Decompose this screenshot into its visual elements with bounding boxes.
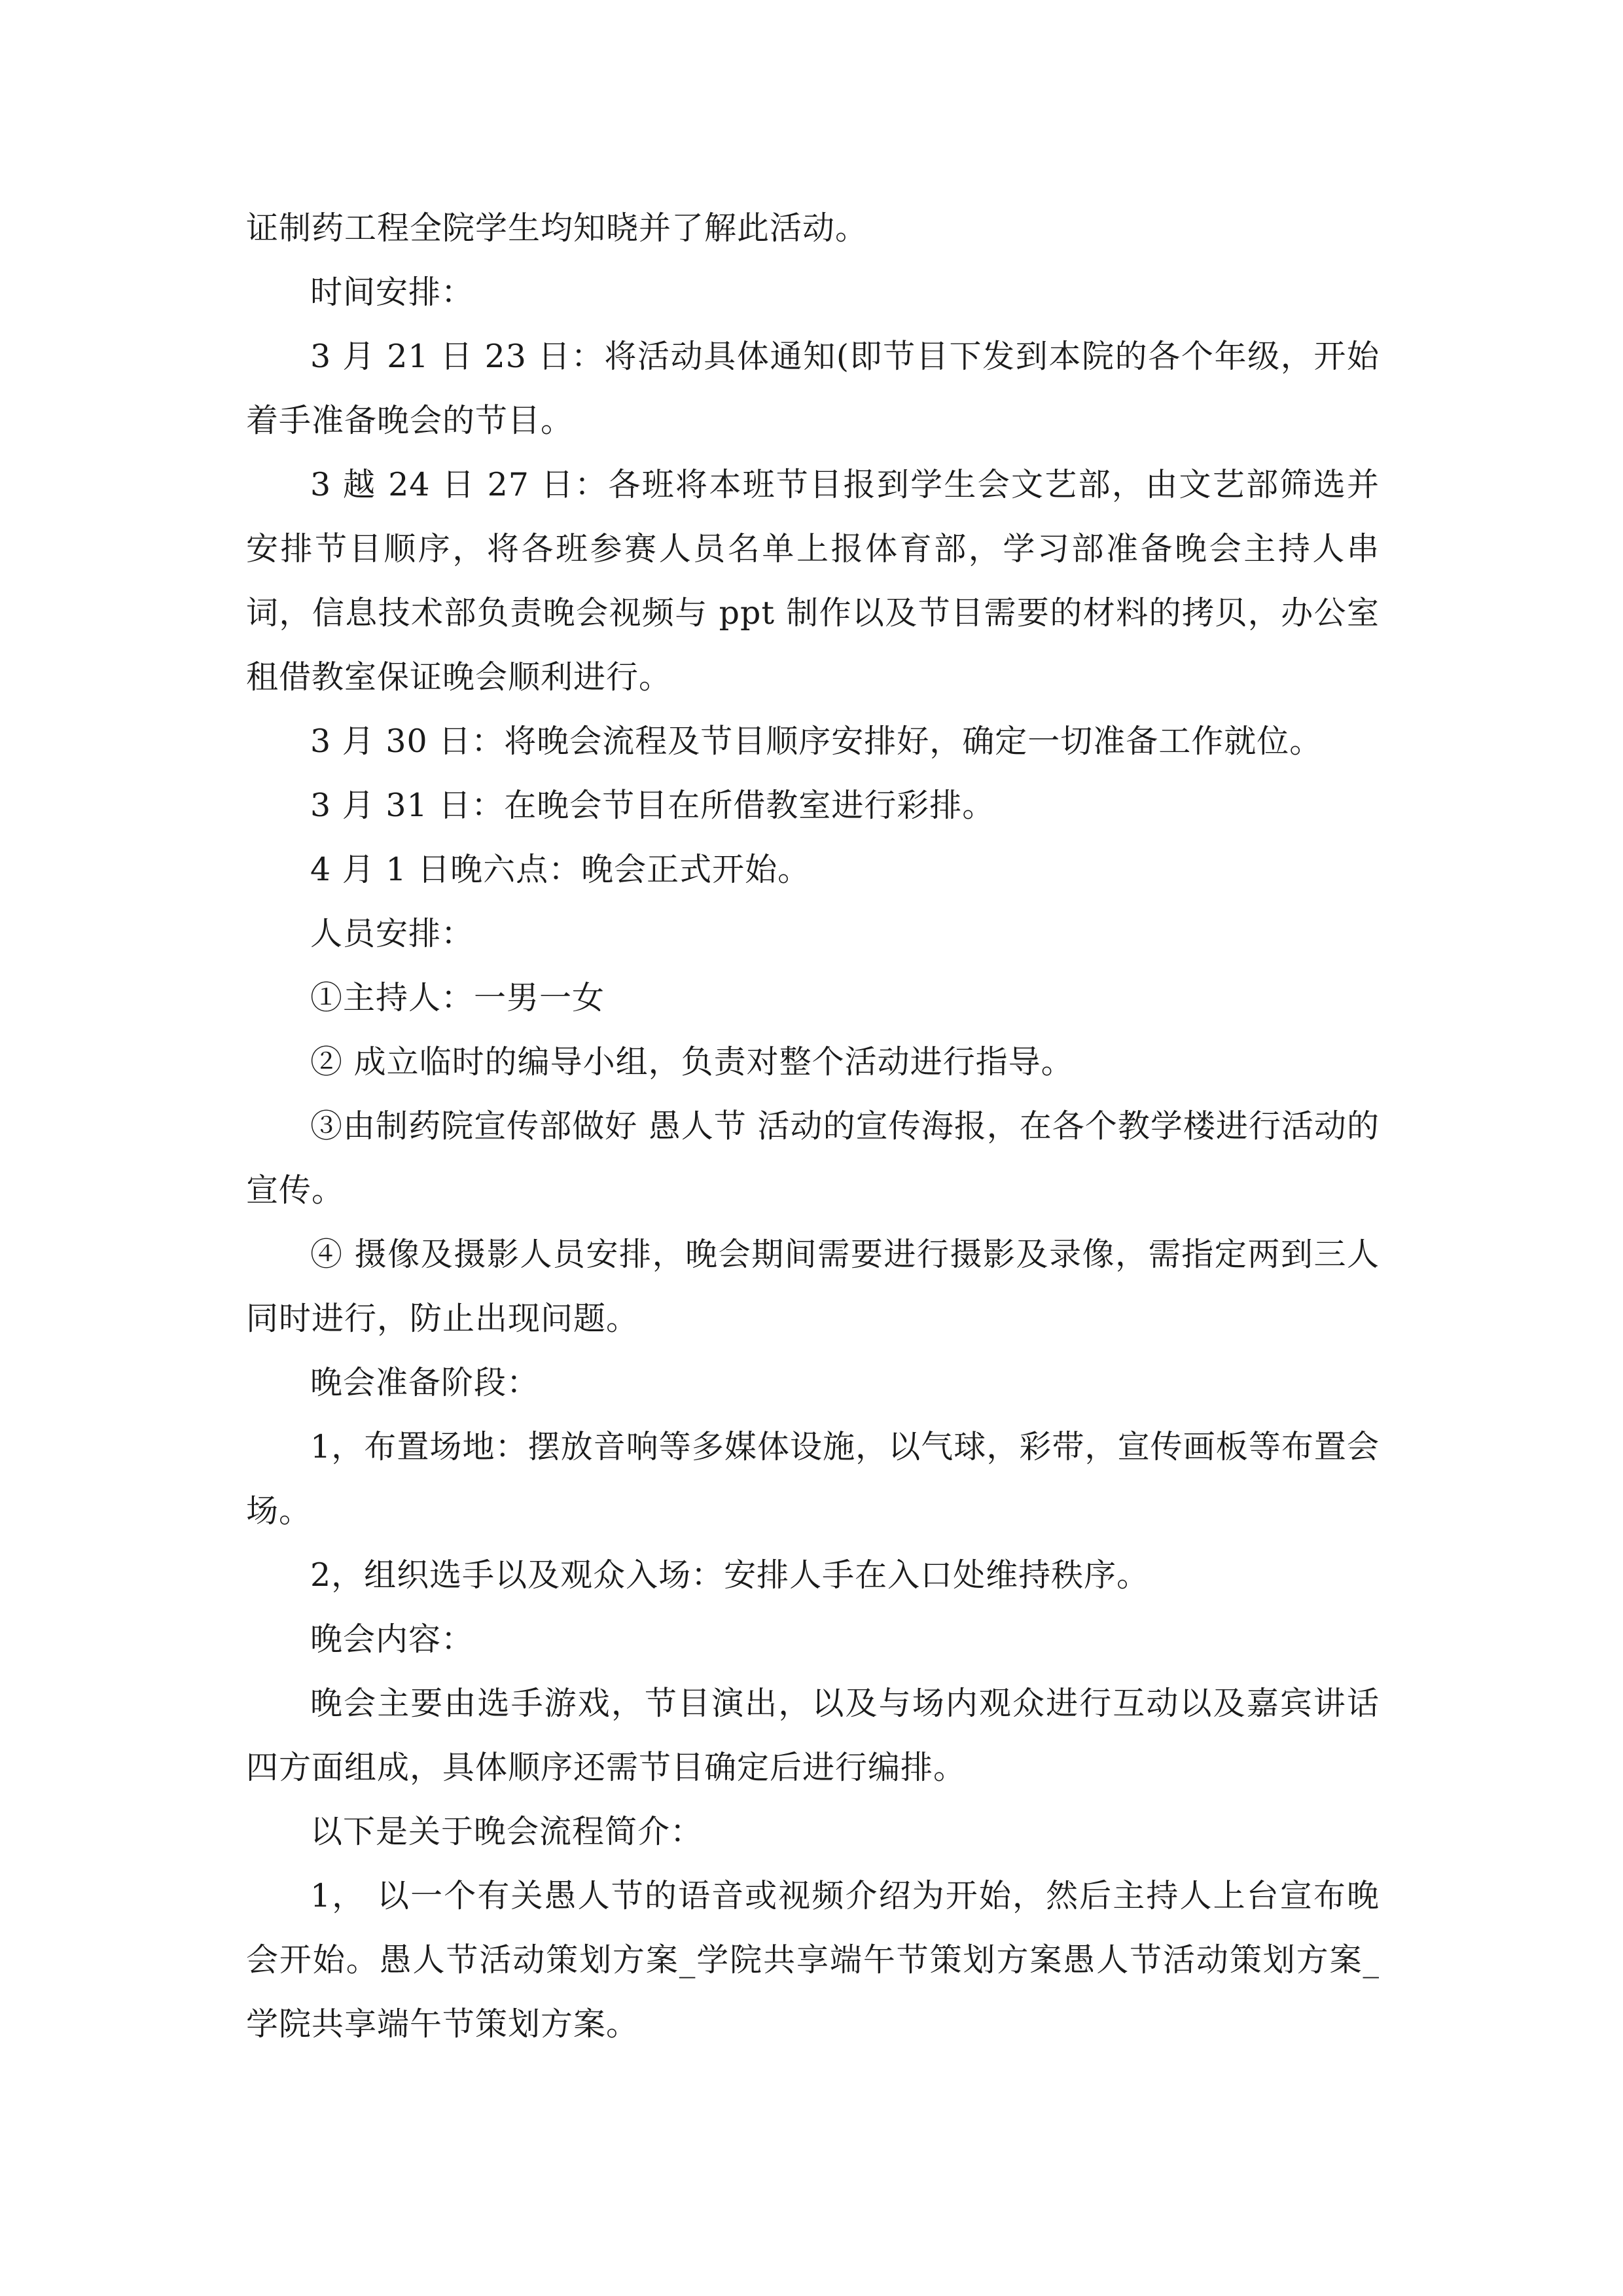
list-item: 1，布置场地：摆放音响等多媒体设施，以气球，彩带，宣传画板等布置会场。	[246, 1428, 1380, 1530]
section-heading-content: 晚会内容：	[310, 1621, 474, 1658]
paragraph: 晚会主要由选手游戏，节目演出，以及与场内观众进行互动以及嘉宾讲话四方面组成，具体顺序还需节目确定后进行编排。	[246, 1685, 1380, 1786]
list-item: ①主持人：一男一女	[310, 979, 605, 1016]
section-heading-preparation: 晚会准备阶段：	[310, 1364, 540, 1401]
list-item: 1， 以一个有关愚人节的语音或视频介绍为开始，然后主持人上台宣布晚会开始。愚人节活动策划方案_学院共享端午节策划方案愚人节活动策划方案_学院共享端午节策划方案。	[246, 1877, 1380, 2043]
paragraph: 3 月 30 日：将晚会流程及节目顺序安排好，确定一切准备工作就位。	[310, 723, 1323, 760]
paragraph: 证制药工程全院学生均知晓并了解此活动。	[246, 209, 868, 247]
paragraph: 3 越 24 日 27 日：各班将本班节目报到学生会文艺部，由文艺部筛选并安排节目顺序，将各班参赛人员名单上报体育部，学习部准备晚会主持人串词，信息技术部负责晚会视频与 ppt 制作以及节目需要的材料的拷贝，办公室租借教室保证晚会顺利进行。	[246, 466, 1380, 696]
paragraph: 以下是关于晚会流程简介：	[310, 1813, 704, 1850]
list-item: ④ 摄像及摄影人员安排，晚会期间需要进行摄影及录像，需指定两到三人同时进行，防止出现问题。	[246, 1236, 1380, 1337]
section-heading-staff: 人员安排：	[310, 915, 474, 952]
paragraph: 3 月 31 日：在晚会节目在所借教室进行彩排。	[310, 787, 995, 824]
list-item: 2，组织选手以及观众入场：安排人手在入口处维持秩序。	[310, 1556, 1150, 1594]
list-item: ③由制药院宣传部做好 愚人节 活动的宣传海报，在各个教学楼进行活动的宣传。	[246, 1107, 1380, 1209]
list-item: ② 成立临时的编导小组，负责对整个活动进行指导。	[310, 1043, 1074, 1081]
paragraph: 3 月 21 日 23 日：将活动具体通知(即节目下发到本院的各个年级，开始着手准备晚会的节目。	[246, 338, 1380, 439]
document-body	[246, 196, 1380, 2056]
paragraph: 4 月 1 日晚六点：晚会正式开始。	[310, 851, 811, 888]
section-heading-time: 时间安排：	[310, 274, 474, 311]
